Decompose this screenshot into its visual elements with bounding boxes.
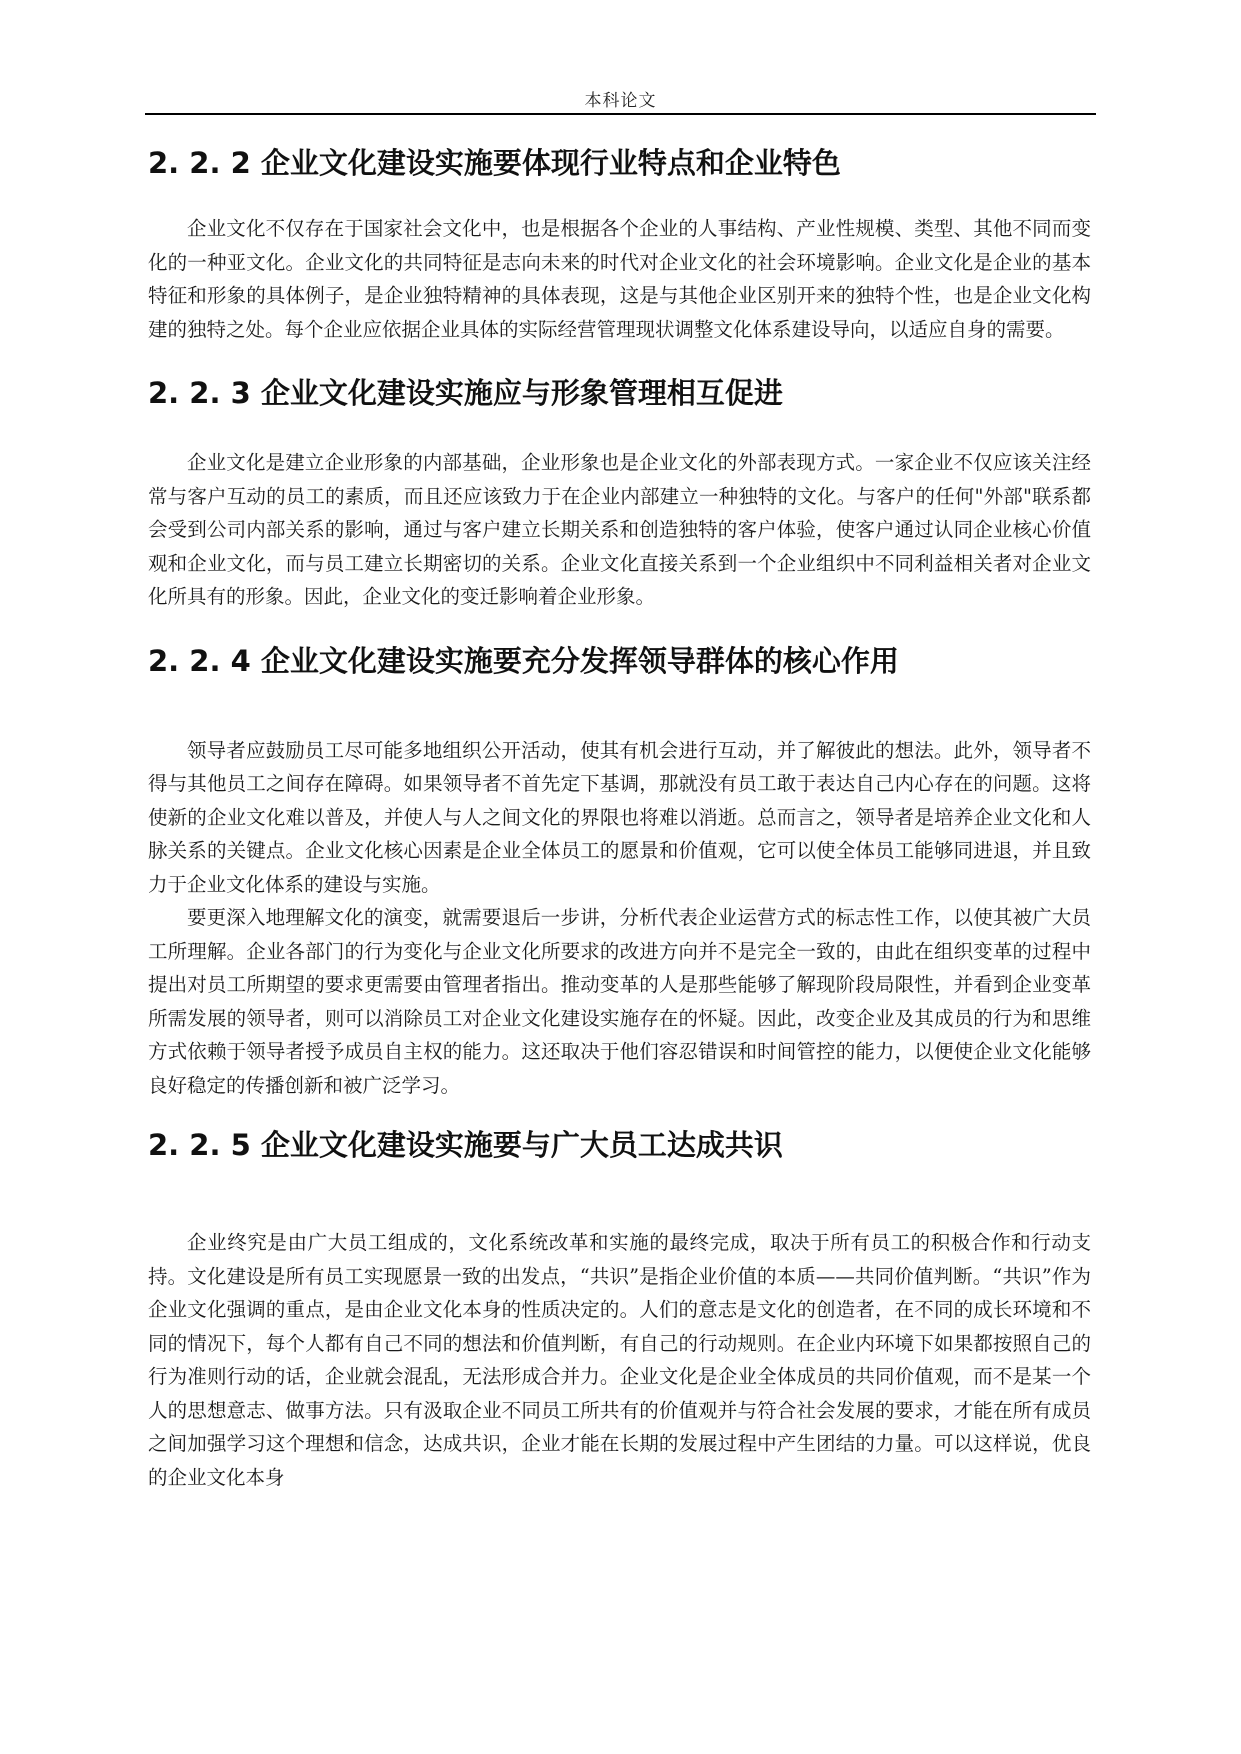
section-heading-2-2-2: 2. 2. 2 企业文化建设实施要体现行业特点和企业特色 (148, 146, 841, 180)
spacer (148, 684, 1091, 734)
section-heading-2-2-5: 2. 2. 5 企业文化建设实施要与广大员工达成共识 (148, 1128, 783, 1162)
paragraph: 企业文化是建立企业形象的内部基础，企业形象也是企业文化的外部表现方式。一家企业不仅应该关注经常与客户互动的员工的素质，而且还应该致力于在企业内部建立一种独特的文化。与客户的任何"外部"联系都会受到公司内部关系的影响，通过与客户建立长期关系和创造独特的客户体验，使客户通过认同企业核心价值观和企业文化，而与员工建立长期密切的关系。企业文化直接关系到一个企业组织中不同利益相关者对企业文化所具有的形象。因此，企业文化的变迁影响着企业形象。 (148, 451, 1091, 608)
running-header: 本科论文 (584, 91, 657, 111)
paragraph: 企业终究是由广大员工组成的，文化系统改革和实施的最终完成，取决于所有员工的积极合作和行动支持。文化建设是所有员工实现愿景一致的出发点，“共识”是指企业价值的本质——共同价值判断。“共识”作为企业文化强调的重点，是由企业文化本身的性质决定的。人们的意志是文化的创造者，在不同的成长环境和不同的情况下，每个人都有自己不同的想法和价值判断，有自己的行动规则。在企业内环境下如果都按照自己的行为准则行动的话，企业就会混乱，无法形成合并力。企业文化是企业全体成员的共同价值观，而不是某一个人的思想意志、做事方法。只有汲取企业不同员工所共有的价值观并与符合社会发展的要求，才能在所有成员之间加强学习这个理想和信念，达成共识，企业才能在长期的发展过程中产生团结的力量。可以这样说，优良的企业文化本身 (148, 1231, 1091, 1489)
spacer (148, 1102, 1091, 1122)
spacer (148, 346, 1091, 370)
spacer (148, 1168, 1091, 1226)
spacer (148, 416, 1091, 446)
header-rule (145, 113, 1096, 115)
section-heading-2-2-4: 2. 2. 4 企业文化建设实施要充分发挥领导群体的核心作用 (148, 643, 899, 678)
section-heading-2-2-3: 2. 2. 3 企业文化建设实施应与形象管理相互促进 (148, 376, 783, 410)
paragraph: 企业文化不仅存在于国家社会文化中，也是根据各个企业的人事结构、产业性规模、类型、其他不同而变化的一种亚文化。企业文化的共同特征是志向未来的时代对企业文化的社会环境影响。企业文化是企业的基本特征和形象的具体例子，是企业独特精神的具体表现，这是与其他企业区别开来的独特个性，也是企业文化构建的独特之处。每个企业应依据企业具体的实际经营管理现状调整文化体系建设导向，以适应自身的需要。 (148, 217, 1091, 341)
document-body (148, 140, 1091, 1494)
spacer (148, 614, 1091, 638)
paragraph: 要更深入地理解文化的演变，就需要退后一步讲，分析代表企业运营方式的标志性工作，以使其被广大员工所理解。企业各部门的行为变化与企业文化所要求的改进方向并不是完全一致的，由此在组织变革的过程中提出对员工所期望的要求更需要由管理者指出。推动变革的人是那些能够了解现阶段局限性，并看到企业变革所需发展的领导者，则可以消除员工对企业文化建设实施存在的怀疑。因此，改变企业及其成员的行为和思维方式依赖于领导者授予成员自主权的能力。这还取决于他们容忍错误和时间管控的能力，以便使企业文化能够良好稳定的传播创新和被广泛学习。 (148, 906, 1091, 1097)
spacer (148, 186, 1091, 212)
paragraph: 领导者应鼓励员工尽可能多地组织公开活动，使其有机会进行互动，并了解彼此的想法。此外，领导者不得与其他员工之间存在障碍。如果领导者不首先定下基调，那就没有员工敢于表达自己内心存在的问题。这将使新的企业文化难以普及，并使人与人之间文化的界限也将难以消逝。总而言之，领导者是培养企业文化和人脉关系的关键点。企业文化核心因素是企业全体员工的愿景和价值观，它可以使全体员工能够同进退，并且致力于企业文化体系的建设与实施。 (148, 738, 1091, 896)
